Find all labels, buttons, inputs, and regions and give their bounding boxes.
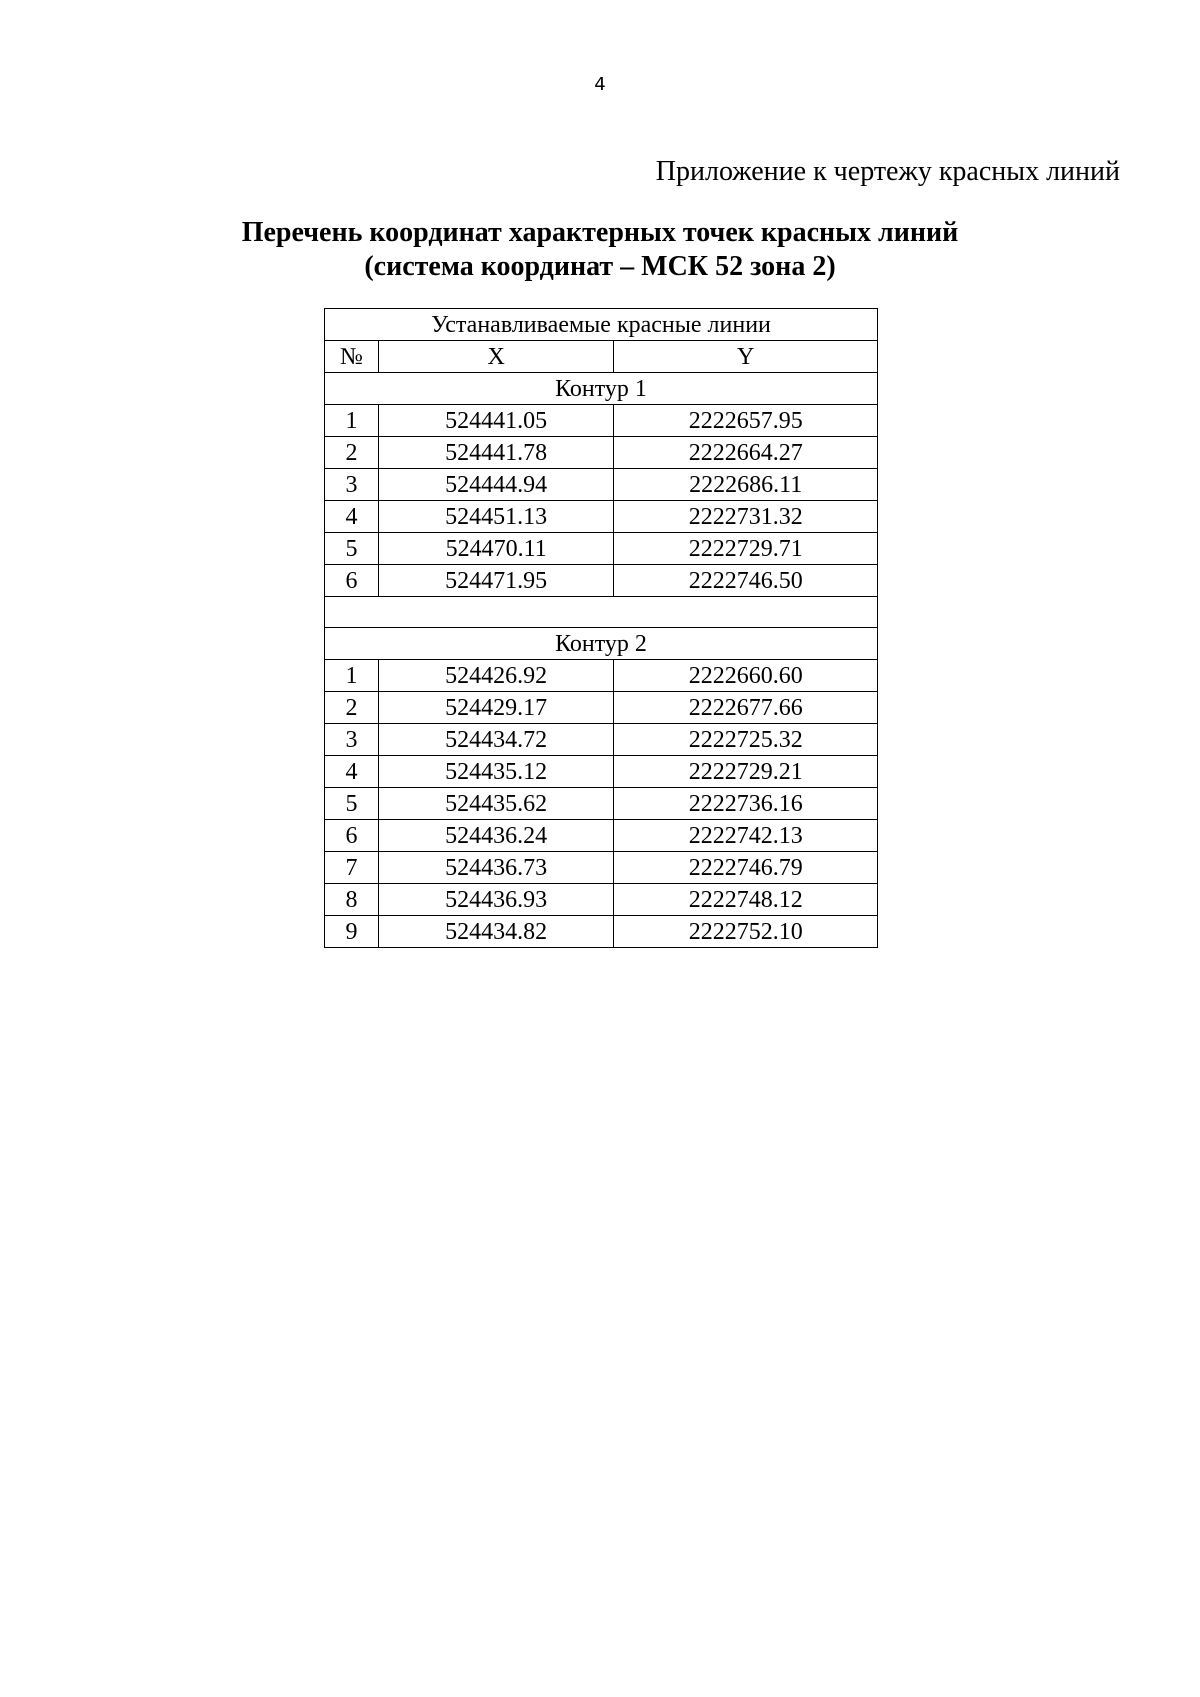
point-num: 2 bbox=[325, 692, 379, 724]
point-y: 2222742.13 bbox=[614, 820, 878, 852]
point-y: 2222746.79 bbox=[614, 852, 878, 884]
contour-label: Контур 2 bbox=[325, 628, 878, 660]
point-num: 1 bbox=[325, 405, 379, 437]
point-y: 2222731.32 bbox=[614, 501, 878, 533]
table-row bbox=[325, 437, 878, 469]
appendix-title: Приложение к чертежу красных линий bbox=[655, 156, 1120, 187]
point-y: 2222748.12 bbox=[614, 884, 878, 916]
table-header-row bbox=[325, 341, 878, 373]
table-row bbox=[325, 533, 878, 565]
point-x: 524471.95 bbox=[378, 565, 614, 597]
document-title-line1: Перечень координат характерных точек красных линий bbox=[241, 217, 959, 248]
point-x: 524426.92 bbox=[378, 660, 614, 692]
header-num: № bbox=[325, 341, 379, 373]
point-x: 524436.93 bbox=[378, 884, 614, 916]
point-y: 2222725.32 bbox=[614, 724, 878, 756]
empty-cell bbox=[325, 597, 878, 628]
table-row bbox=[325, 692, 878, 724]
table-caption: Устанавливаемые красные линии bbox=[325, 309, 878, 341]
point-x: 524441.78 bbox=[378, 437, 614, 469]
point-y: 2222657.95 bbox=[614, 405, 878, 437]
point-y: 2222677.66 bbox=[614, 692, 878, 724]
header-y: Y bbox=[614, 341, 878, 373]
table-row bbox=[325, 469, 878, 501]
point-num: 4 bbox=[325, 501, 379, 533]
point-num: 1 bbox=[325, 660, 379, 692]
point-x: 524435.62 bbox=[378, 788, 614, 820]
point-x: 524436.73 bbox=[378, 852, 614, 884]
empty-separator-row bbox=[325, 597, 878, 628]
table-row bbox=[325, 501, 878, 533]
point-num: 5 bbox=[325, 788, 379, 820]
point-y: 2222729.71 bbox=[614, 533, 878, 565]
point-num: 3 bbox=[325, 469, 379, 501]
point-x: 524435.12 bbox=[378, 756, 614, 788]
coordinates-table bbox=[324, 308, 878, 948]
point-x: 524470.11 bbox=[378, 533, 614, 565]
table-caption-row bbox=[325, 309, 878, 341]
page-number: 4 bbox=[594, 74, 606, 95]
document-title bbox=[0, 216, 1200, 284]
point-x: 524434.72 bbox=[378, 724, 614, 756]
contour-2-header bbox=[325, 628, 878, 660]
table-row bbox=[325, 565, 878, 597]
point-x: 524436.24 bbox=[378, 820, 614, 852]
point-num: 5 bbox=[325, 533, 379, 565]
point-y: 2222664.27 bbox=[614, 437, 878, 469]
point-num: 4 bbox=[325, 756, 379, 788]
point-num: 2 bbox=[325, 437, 379, 469]
table-row bbox=[325, 852, 878, 884]
point-x: 524429.17 bbox=[378, 692, 614, 724]
contour-label: Контур 1 bbox=[325, 373, 878, 405]
point-y: 2222736.16 bbox=[614, 788, 878, 820]
point-num: 8 bbox=[325, 884, 379, 916]
contour-1-header bbox=[325, 373, 878, 405]
table-row bbox=[325, 724, 878, 756]
table-row bbox=[325, 820, 878, 852]
point-y: 2222686.11 bbox=[614, 469, 878, 501]
point-num: 9 bbox=[325, 916, 379, 948]
point-x: 524434.82 bbox=[378, 916, 614, 948]
point-num: 7 bbox=[325, 852, 379, 884]
point-x: 524441.05 bbox=[378, 405, 614, 437]
table-row bbox=[325, 405, 878, 437]
table-row bbox=[325, 916, 878, 948]
document-title-line2: (система координат – МСК 52 зона 2) bbox=[364, 251, 836, 282]
point-x: 524444.94 bbox=[378, 469, 614, 501]
table-row bbox=[325, 756, 878, 788]
point-y: 2222660.60 bbox=[614, 660, 878, 692]
header-x: X bbox=[378, 341, 614, 373]
point-num: 6 bbox=[325, 820, 379, 852]
point-y: 2222746.50 bbox=[614, 565, 878, 597]
point-y: 2222752.10 bbox=[614, 916, 878, 948]
point-num: 6 bbox=[325, 565, 379, 597]
point-num: 3 bbox=[325, 724, 379, 756]
table-row bbox=[325, 884, 878, 916]
point-y: 2222729.21 bbox=[614, 756, 878, 788]
table-row bbox=[325, 788, 878, 820]
table-row bbox=[325, 660, 878, 692]
point-x: 524451.13 bbox=[378, 501, 614, 533]
